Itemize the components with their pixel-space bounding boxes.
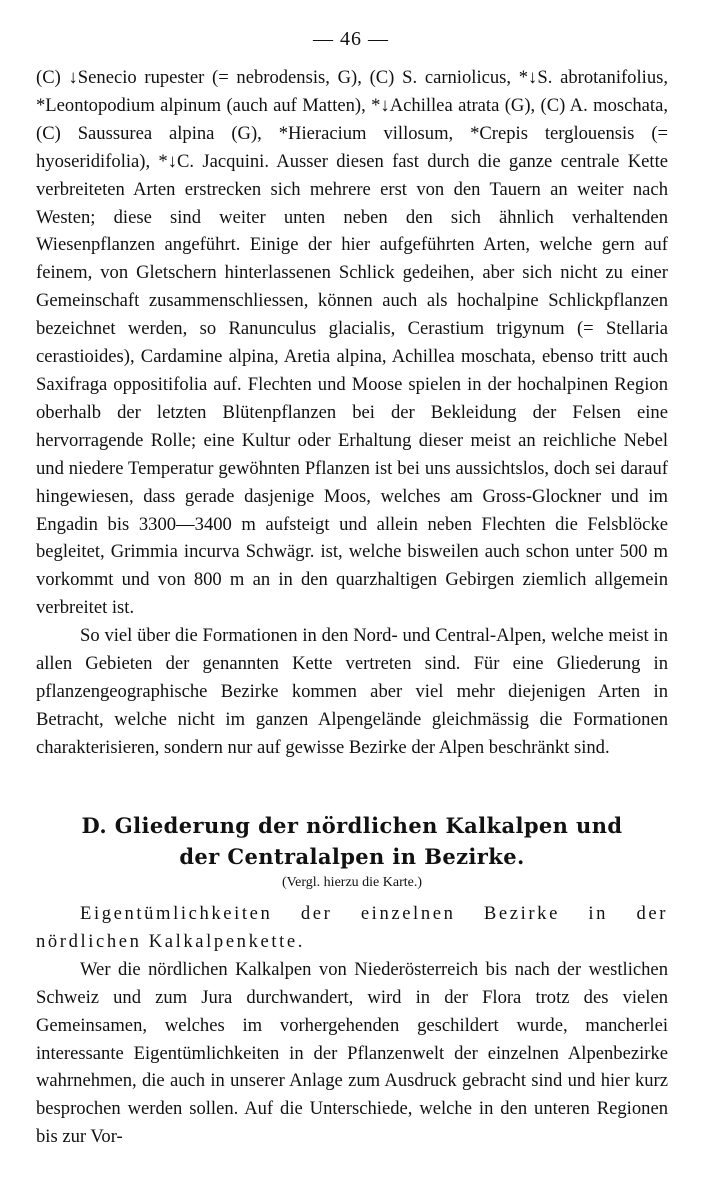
section-text-block [36, 900, 668, 1151]
paragraph-species-list: (C) ↓Senecio rupester (= nebrodensis, G), (C) S. carniolicus, *↓S. abrotanifolius, *Leontopodium alpinum (auch auf Matten), *↓Achillea atrata (G), (C) A. moschata, (C) Saussurea alpina (G), *Hieracium villosum, *Crepis terglouensis (= hyoseridifolia), *↓C. Jacquini. Ausser diesen fast durch die ganze centrale Kette verbreiteten Arten erstrecken sich mehrere erst von den Tauern an weiter nach Westen; diese sind weiter unten neben den sich ähnlich verhaltenden Wiesenpflanzen angeführt. Einige der hier aufgeführten Arten, welche gern auf feinem, von Gletschern hinterlassenen Schlick gedeihen, aber sich nicht zu einer Gemeinschaft zusammenschliessen, können auch als hochalpine Schlickpflanzen bezeichnet werden, so Ranunculus glacialis, Cerastium trigynum (= Stellaria cerastioides), Cardamine alpina, Aretia alpina, Achillea moschata, ebenso tritt auch Saxifraga oppositifolia auf. Flechten und Moose spielen in der hochalpinen Region oberhalb der letzten Blütenpflanzen bei der Bekleidung der Felsen eine hervorragende Rolle; eine Kultur oder Erhaltung dieser meist an reichliche Nebel und niedere Temperatur gewöhnten Pflanzen ist bei uns aussichtslos, doch sei darauf hingewiesen, dass gerade dasjenige Moos, welches am Gross-Glockner und im Engadin bis 3300—3400 m aufsteigt und allein neben Flechten die Felsblöcke begleitet, Grimmia incurva Schwägr. ist, welche bisweilen auch schon unter 500 m vorkommt und von 800 m an in den quarzhaltigen Gebirgen ziemlich allgemein verbreitet ist. [36, 67, 668, 619]
main-text-block [36, 64, 668, 762]
page-number: — 46 — [313, 28, 389, 50]
section-heading-line-2: der Centralalpen in Bezirke. [179, 844, 525, 869]
section-heading-line-1: D. Gliederung der nördlichen Kalkalpen und [81, 813, 623, 838]
subheading: Eigentümlichkeiten der einzelnen Bezirke in der nördlichen Kalkalpenkette. [36, 903, 668, 952]
section-heading [36, 810, 668, 872]
paragraph-limestone-alps: Wer die nördlichen Kalkalpen von Niederösterreich bis nach der westlichen Schweiz und zum Jura durchwandert, wird in der Flora trotz des vielen Gemeinsamen, welches im vorhergehenden geschildert wurde, mancherlei interessante Eigentümlichkeiten in der Pflanzenwelt der einzelnen Alpenbezirke wahrnehmen, die auch in unserer Anlage zum Ausdruck gebracht sind und hier kurz besprochen werden sollen. Auf die Unterschiede, welche in den unteren Regionen bis zur Vor- [36, 958, 668, 1148]
map-reference-note: (Vergl. hierzu die Karte.) [281, 875, 423, 890]
paragraph-formations-summary: So viel über die Formationen in den Nord- und Central-Alpen, welche meist in allen Gebieten der genannten Kette vertreten sind. Für eine Gliederung in pflanzengeographische Bezirke kommen aber viel mehr diejenigen Arten in Betracht, welche nicht im ganzen Alpengelände gleichmässig die Formationen charakterisieren, sondern nur auf gewisse Bezirke der Alpen beschränkt sind. [36, 625, 668, 758]
